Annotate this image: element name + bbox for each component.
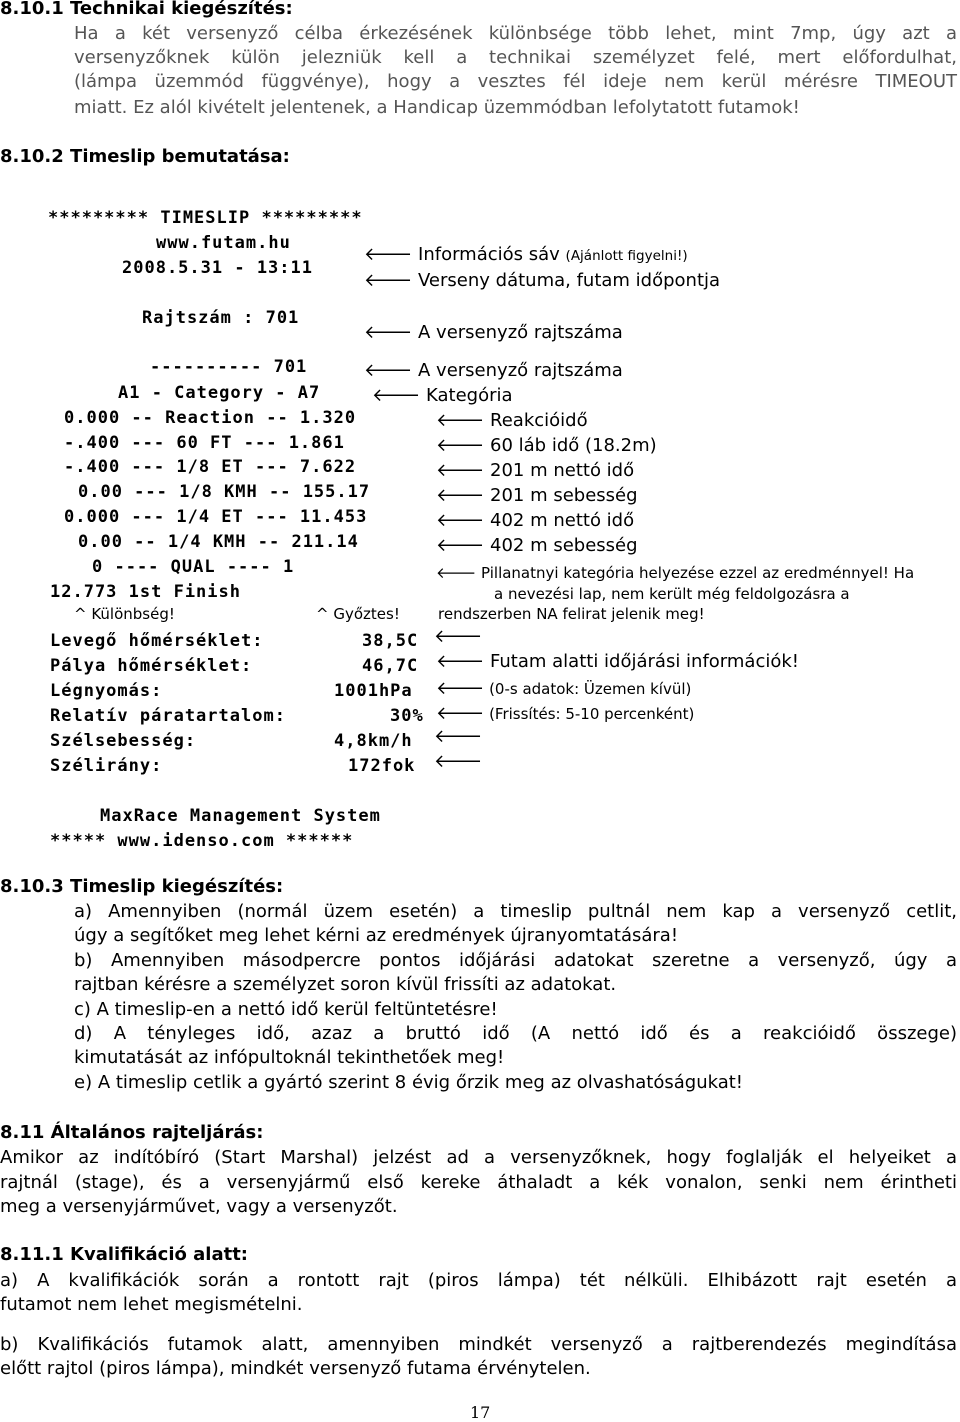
left-arrow-icon: 🡐 <box>436 460 485 481</box>
timeslip-line: 0.000 --- 1/4 ET --- 11.453 <box>64 507 368 527</box>
paragraph-line: b) Amennyiben másodpercre pontos időjárási adatokat szeretne a versenyző, úgy a <box>74 950 957 971</box>
timeslip-line: 0 ---- QUAL ---- 1 <box>92 557 295 577</box>
timeslip-line: Légnyomás: <box>50 681 163 701</box>
timeslip-line: 4,8km/h <box>334 731 413 751</box>
annotation-date: 🡐 Verseny dátuma, futam időpontja <box>364 270 721 291</box>
timeslip-line: 12.773 1st Finish <box>50 582 241 602</box>
paragraph-line: úgy a segítőket meg lehet kérni az eredmények újranyomtatására! <box>74 925 679 946</box>
annotation-402m-net: 🡐 402 m nettó idő <box>436 510 635 531</box>
paragraph-line: futamot nem lehet megismételni. <box>0 1294 303 1315</box>
annotation-zero-data: 🡐 (0-s adatok: Üzemen kívül) <box>436 678 692 699</box>
annotation-60ft: 🡐 60 láb idő (18.2m) <box>436 435 657 456</box>
timeslip-line: Szélsebesség: <box>50 731 197 751</box>
left-arrow-icon: 🡐 <box>436 510 485 531</box>
left-arrow-icon: 🡐 <box>434 751 483 772</box>
left-arrow-icon: 🡐 <box>372 385 421 406</box>
annotation-402m-speed: 🡐 402 m sebesség <box>436 535 638 556</box>
left-arrow-icon: 🡐 <box>434 726 483 747</box>
paragraph-line: kimutatását az infópultoknál tekinthetőek meg! <box>74 1047 505 1068</box>
paragraph-line: a) A kvalifikációk során a rontott rajt (piros lámpa) tét nélküli. Elhibázott rajt esetén a <box>0 1270 957 1291</box>
timeslip-line: Relatív páratartalom: <box>50 706 286 726</box>
annotation-qual: 🡐 Pillanatnyi kategória helyezése ezzel az eredménnyel! Ha <box>436 564 915 582</box>
paragraph-line: rajtnál (stage), és a versenyjármű első kereke áthaladt a kék vonalon, senki nem érintheti <box>0 1172 957 1193</box>
timeslip-line: 1001hPa <box>334 681 413 701</box>
annotation-201m-speed: 🡐 201 m sebesség <box>436 485 638 506</box>
timeslip-line: 0.00 -- 1/4 KMH -- 211.14 <box>78 532 359 552</box>
timeslip-line: -.400 --- 1/8 ET --- 7.622 <box>64 457 357 477</box>
timeslip-line: www.futam.hu <box>156 233 291 253</box>
left-arrow-icon: 🡐 <box>364 270 413 291</box>
left-arrow-icon: 🡐 <box>364 322 413 343</box>
left-arrow-icon: 🡐 <box>364 244 413 265</box>
left-arrow-icon: 🡐 <box>436 703 485 724</box>
paragraph-line: miatt. Ez alól kivételt jelentenek, a Handicap üzemmódban lefolytatott futamok! <box>74 97 800 118</box>
annotation-201m-net: 🡐 201 m nettó idő <box>436 460 635 481</box>
timeslip-line: Pálya hőmérséklet: <box>50 656 253 676</box>
timeslip-line: 0.000 -- Reaction -- 1.320 <box>64 408 357 428</box>
annotation-difference: ^ Különbség! <box>74 605 175 623</box>
section-heading-8-10-2: 8.10.2 Timeslip bemutatása: <box>0 146 290 167</box>
paragraph-line: b) Kvalifikációs futamok alatt, amennyiben mindkét versenyző a rajtberendezés megindítása <box>0 1334 957 1355</box>
section-heading-8-10-3: 8.10.3 Timeslip kiegészítés: <box>0 876 284 897</box>
paragraph-line: Amikor az indítóbíró (Start Marshal) jelzést ad a versenyzőknek, hogy foglalják el helyeiket a <box>0 1147 957 1168</box>
timeslip-line: Levegő hőmérséklet: <box>50 631 264 651</box>
timeslip-line: ********* TIMESLIP ********* <box>48 208 363 228</box>
section-heading-8-11: 8.11 Általános rajteljárás: <box>0 1122 264 1143</box>
paragraph-line: e) A timeslip cetlik a gyártó szerint 8 évig őrzik meg az olvashatóságukat! <box>74 1072 744 1093</box>
left-arrow-icon: 🡐 <box>436 485 485 506</box>
annotation-category: 🡐 Kategória <box>372 385 513 406</box>
paragraph-line: Ha a két versenyző célba érkezésének különbsége több lehet, mint 7mp, úgy azt a <box>74 23 957 44</box>
timeslip-line: ---------- 701 <box>150 357 308 377</box>
annotation-racer-no: 🡐 A versenyző rajtszáma <box>364 360 623 381</box>
paragraph-line: a) Amennyiben (normál üzem esetén) a timeslip pultnál nem kap a versenyző cetlit, <box>74 901 957 922</box>
annotation-winner: ^ Győztes! <box>316 605 400 623</box>
left-arrow-icon: 🡐 <box>436 535 485 556</box>
paragraph-line: d) A tényleges idő, azaz a bruttó idő (A nettó idő és a reakcióidő összege) <box>74 1023 957 1044</box>
section-heading-8-11-1: 8.11.1 Kvalifikáció alatt: <box>0 1244 249 1265</box>
left-arrow-icon: 🡐 <box>436 678 485 699</box>
timeslip-line: 38,5C <box>362 631 419 651</box>
annotation-reaction: 🡐 Reakcióidő <box>436 410 588 431</box>
annotation-qual-line: rendszerben NA felirat jelenik meg! <box>438 605 705 623</box>
page-number: 17 <box>470 1403 491 1422</box>
paragraph-line: (lámpa üzemmód függvénye), hogy a vesztes fél ideje nem kerül mérésre TIMEOUT <box>74 71 957 92</box>
section-heading-8-10-1: 8.10.1 Technikai kiegészítés: <box>0 0 293 19</box>
paragraph-line: előtt rajtol (piros lámpa), mindkét versenyző futama érvénytelen. <box>0 1358 591 1379</box>
timeslip-line: -.400 --- 60 FT --- 1.861 <box>64 433 345 453</box>
annotation-racer-no: 🡐 A versenyző rajtszáma <box>364 322 623 343</box>
left-arrow-icon: 🡐 <box>364 360 413 381</box>
left-arrow-icon: 🡐 <box>436 435 485 456</box>
timeslip-line: Szélirány: <box>50 756 163 776</box>
timeslip-line: 46,7C <box>362 656 419 676</box>
annotation-info-bar: 🡐 Információs sáv (Ajánlott figyelni!) <box>364 244 688 265</box>
paragraph-line: meg a versenyjárművet, vagy a versenyzőt. <box>0 1196 398 1217</box>
paragraph-line: versenyzőknek külön jelezniük kell a technikai személyzet felé, mert előfordulhat, <box>74 47 957 68</box>
timeslip-line: 172fok <box>348 756 416 776</box>
timeslip-line: 0.00 --- 1/8 KMH -- 155.17 <box>78 482 371 502</box>
timeslip-line: Rajtszám : 701 <box>142 308 300 328</box>
annotation-refresh: 🡐 (Frissítés: 5-10 percenként) <box>436 703 695 724</box>
left-arrow-icon: 🡐 <box>436 564 477 582</box>
annotation-qual-line: a nevezési lap, nem került még feldolgozásra a <box>494 585 850 603</box>
timeslip-line: A1 - Category - A7 <box>118 383 321 403</box>
timeslip-line: MaxRace Management System <box>100 806 381 826</box>
timeslip-line: 30% <box>390 706 424 726</box>
timeslip-line: 2008.5.31 - 13:11 <box>122 258 313 278</box>
paragraph-line: rajtban kérésre a személyzet soron kívül frissíti az adatokat. <box>74 974 617 995</box>
left-arrow-icon: 🡐 <box>436 651 485 672</box>
paragraph-line: c) A timeslip-en a nettó idő kerül feltüntetésre! <box>74 999 498 1020</box>
timeslip-line: ***** www.idenso.com ****** <box>50 831 354 851</box>
left-arrow-icon: 🡐 <box>436 410 485 431</box>
left-arrow-icon: 🡐 <box>434 626 483 647</box>
annotation-weather: 🡐 Futam alatti időjárási információk! <box>436 651 799 672</box>
